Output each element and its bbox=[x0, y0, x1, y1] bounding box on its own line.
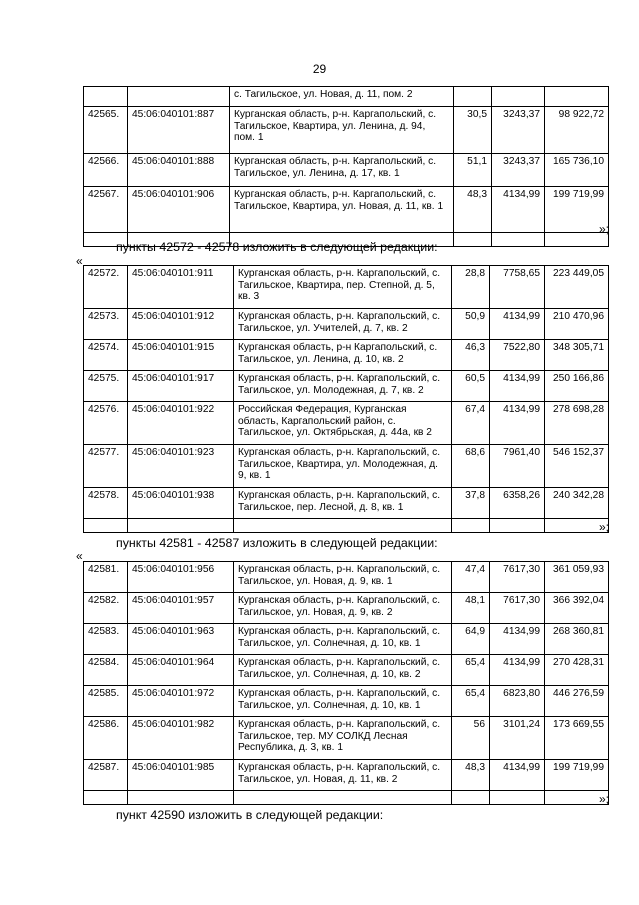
row-number-cell: 42575. bbox=[84, 371, 128, 402]
table-row bbox=[84, 445, 609, 488]
table-row bbox=[84, 488, 609, 519]
row-number-cell: 42567. bbox=[84, 187, 128, 233]
area-cell: 50,9 bbox=[452, 309, 490, 340]
area-cell bbox=[454, 233, 492, 247]
total-value-cell: 250 166,86 bbox=[545, 371, 609, 402]
table-row bbox=[84, 187, 609, 233]
row-number-cell: 42576. bbox=[84, 402, 128, 445]
total-value-cell: 366 392,04 bbox=[545, 593, 609, 624]
row-number-cell bbox=[84, 87, 128, 107]
price-per-unit-cell: 3243,37 bbox=[492, 107, 545, 154]
area-cell: 65,4 bbox=[452, 686, 490, 717]
area-cell: 65,4 bbox=[452, 655, 490, 686]
price-per-unit-cell bbox=[490, 791, 545, 805]
area-cell bbox=[452, 519, 490, 533]
table-row bbox=[84, 402, 609, 445]
price-per-unit-cell: 4134,99 bbox=[490, 655, 545, 686]
address-cell: Курганская область, р-н. Каргапольский, с. Тагильское, Квартира, ул. Новая, д. 11, кв. 1 bbox=[230, 187, 454, 233]
total-value-cell: 98 922,72 bbox=[545, 107, 609, 154]
closing-quote-3: »; bbox=[599, 792, 610, 806]
price-per-unit-cell: 4134,99 bbox=[490, 309, 545, 340]
cadastral-number-cell: 45:06:040101:963 bbox=[128, 624, 234, 655]
cadastral-number-cell: 45:06:040101:957 bbox=[128, 593, 234, 624]
table-row bbox=[84, 309, 609, 340]
table-row bbox=[84, 760, 609, 791]
price-per-unit-cell bbox=[492, 233, 545, 247]
cadastral-number-cell: 45:06:040101:982 bbox=[128, 717, 234, 760]
row-number-cell: 42574. bbox=[84, 340, 128, 371]
price-per-unit-cell: 7617,30 bbox=[490, 593, 545, 624]
price-per-unit-cell: 4134,99 bbox=[490, 624, 545, 655]
price-per-unit-cell: 7758,65 bbox=[490, 266, 545, 309]
total-value-cell: 223 449,05 bbox=[545, 266, 609, 309]
area-cell: 68,6 bbox=[452, 445, 490, 488]
table-row bbox=[84, 266, 609, 309]
area-cell: 60,5 bbox=[452, 371, 490, 402]
table-row bbox=[84, 519, 609, 533]
area-cell: 47,4 bbox=[452, 562, 490, 593]
cadastral-number-cell: 45:06:040101:911 bbox=[128, 266, 234, 309]
area-cell: 28,8 bbox=[452, 266, 490, 309]
address-cell: Курганская область, р-н. Каргапольский, с. Тагильское, ул. Учителей, д. 7, кв. 2 bbox=[234, 309, 452, 340]
area-cell: 67,4 bbox=[452, 402, 490, 445]
opening-quote-2: « bbox=[76, 549, 83, 563]
price-per-unit-cell: 4134,99 bbox=[490, 760, 545, 791]
closing-quote-2: »; bbox=[599, 520, 610, 534]
row-number-cell: 42565. bbox=[84, 107, 128, 154]
total-value-cell: 240 342,28 bbox=[545, 488, 609, 519]
total-value-cell: 199 719,99 bbox=[545, 187, 609, 233]
area-cell: 56 bbox=[452, 717, 490, 760]
total-value-cell: 173 669,55 bbox=[545, 717, 609, 760]
row-number-cell: 42573. bbox=[84, 309, 128, 340]
total-value-cell: 199 719,99 bbox=[545, 760, 609, 791]
closing-quote-1: »; bbox=[599, 222, 610, 236]
address-cell: Курганская область, р-н. Каргапольский, с. Тагильское, ул. Новая, д. 9, кв. 1 bbox=[234, 562, 452, 593]
area-cell: 37,8 bbox=[452, 488, 490, 519]
area-cell: 48,1 bbox=[452, 593, 490, 624]
address-cell: Российская Федерация, Курганская область, Каргапольский район, с. Тагильское, ул. Октябрьская, д. 44а, кв 2 bbox=[234, 402, 452, 445]
address-cell bbox=[234, 791, 452, 805]
price-per-unit-cell: 4134,99 bbox=[492, 187, 545, 233]
area-cell bbox=[452, 791, 490, 805]
amendment-paragraph-1: пункты 42572 - 42578 изложить в следующей редакции: bbox=[116, 240, 438, 254]
table-row bbox=[84, 686, 609, 717]
cadastral-number-cell: 45:06:040101:985 bbox=[128, 760, 234, 791]
row-number-cell: 42581. bbox=[84, 562, 128, 593]
address-cell: Курганская область, р-н. Каргапольский, с. Тагильское, ул. Ленина, д. 17, кв. 1 bbox=[230, 154, 454, 187]
total-value-cell: 210 470,96 bbox=[545, 309, 609, 340]
area-cell: 64,9 bbox=[452, 624, 490, 655]
cadastral-number-cell: 45:06:040101:922 bbox=[128, 402, 234, 445]
cadastral-number-cell: 45:06:040101:917 bbox=[128, 371, 234, 402]
table-row bbox=[84, 593, 609, 624]
table-row bbox=[84, 154, 609, 187]
total-value-cell: 446 276,59 bbox=[545, 686, 609, 717]
cadastral-number-cell: 45:06:040101:972 bbox=[128, 686, 234, 717]
table-row bbox=[84, 717, 609, 760]
cadastral-number-cell bbox=[128, 519, 234, 533]
table-row bbox=[84, 562, 609, 593]
row-number-cell: 42585. bbox=[84, 686, 128, 717]
row-number-cell: 42587. bbox=[84, 760, 128, 791]
table-row bbox=[84, 107, 609, 154]
row-number-cell bbox=[84, 519, 128, 533]
address-cell: Курганская область, р-н Каргапольский, с. Тагильское, ул. Ленина, д. 10, кв. 2 bbox=[234, 340, 452, 371]
table-row bbox=[84, 87, 609, 107]
register-table-1 bbox=[83, 86, 609, 247]
address-cell: Курганская область, р-н. Каргапольский, с. Тагильское, Квартира, ул. Ленина, д. 94, пом. 1 bbox=[230, 107, 454, 154]
row-number-cell: 42566. bbox=[84, 154, 128, 187]
price-per-unit-cell: 4134,99 bbox=[490, 402, 545, 445]
cadastral-number-cell: 45:06:040101:906 bbox=[128, 187, 230, 233]
total-value-cell: 270 428,31 bbox=[545, 655, 609, 686]
amendment-paragraph-2: пункты 42581 - 42587 изложить в следующей редакции: bbox=[116, 536, 438, 550]
row-number-cell: 42584. bbox=[84, 655, 128, 686]
address-cell: Курганская область, р-н. Каргапольский, с. Тагильское, пер. Лесной, д. 8, кв. 1 bbox=[234, 488, 452, 519]
total-value-cell: 278 698,28 bbox=[545, 402, 609, 445]
price-per-unit-cell: 6358,26 bbox=[490, 488, 545, 519]
amendment-paragraph-3: пункт 42590 изложить в следующей редакции: bbox=[116, 808, 384, 822]
register-table-2 bbox=[83, 265, 609, 533]
table-row bbox=[84, 655, 609, 686]
cadastral-number-cell: 45:06:040101:938 bbox=[128, 488, 234, 519]
address-cell: Курганская область, р-н. Каргапольский, с. Тагильское, ул. Солнечная, д. 10, кв. 1 bbox=[234, 624, 452, 655]
area-cell: 48,3 bbox=[454, 187, 492, 233]
total-value-cell: 348 305,71 bbox=[545, 340, 609, 371]
address-cell: Курганская область, р-н. Каргапольский, с. Тагильское, ул. Солнечная, д. 10, кв. 1 bbox=[234, 686, 452, 717]
table-row bbox=[84, 624, 609, 655]
total-value-cell: 165 736,10 bbox=[545, 154, 609, 187]
price-per-unit-cell bbox=[492, 87, 545, 107]
address-cell: с. Тагильское, ул. Новая, д. 11, пом. 2 bbox=[230, 87, 454, 107]
area-cell: 48,3 bbox=[452, 760, 490, 791]
row-number-cell: 42582. bbox=[84, 593, 128, 624]
table-row bbox=[84, 791, 609, 805]
total-value-cell: 546 152,37 bbox=[545, 445, 609, 488]
price-per-unit-cell: 3243,37 bbox=[492, 154, 545, 187]
area-cell bbox=[454, 87, 492, 107]
address-cell: Курганская область, р-н. Каргапольский, с. Тагильское, ул. Молодежная, д. 7, кв. 2 bbox=[234, 371, 452, 402]
price-per-unit-cell: 4134,99 bbox=[490, 371, 545, 402]
row-number-cell: 42586. bbox=[84, 717, 128, 760]
price-per-unit-cell: 7961,40 bbox=[490, 445, 545, 488]
price-per-unit-cell: 3101,24 bbox=[490, 717, 545, 760]
address-cell: Курганская область, р-н. Каргапольский, с. Тагильское, ул. Новая, д. 11, кв. 2 bbox=[234, 760, 452, 791]
row-number-cell: 42578. bbox=[84, 488, 128, 519]
cadastral-number-cell: 45:06:040101:912 bbox=[128, 309, 234, 340]
total-value-cell: 361 059,93 bbox=[545, 562, 609, 593]
opening-quote-1: « bbox=[76, 254, 83, 268]
cadastral-number-cell bbox=[128, 87, 230, 107]
area-cell: 30,5 bbox=[454, 107, 492, 154]
price-per-unit-cell: 7617,30 bbox=[490, 562, 545, 593]
cadastral-number-cell: 45:06:040101:915 bbox=[128, 340, 234, 371]
area-cell: 51,1 bbox=[454, 154, 492, 187]
row-number-cell bbox=[84, 791, 128, 805]
price-per-unit-cell: 6823,80 bbox=[490, 686, 545, 717]
row-number-cell: 42572. bbox=[84, 266, 128, 309]
page-number: 29 bbox=[312, 62, 327, 76]
table-row bbox=[84, 340, 609, 371]
cadastral-number-cell: 45:06:040101:888 bbox=[128, 154, 230, 187]
address-cell bbox=[234, 519, 452, 533]
cadastral-number-cell: 45:06:040101:923 bbox=[128, 445, 234, 488]
price-per-unit-cell bbox=[490, 519, 545, 533]
register-table-3 bbox=[83, 561, 609, 805]
address-cell: Курганская область, р-н. Каргапольский, с. Тагильское, тер. МУ СОЛКД Лесная Республика, д. 3, кв. 1 bbox=[234, 717, 452, 760]
cadastral-number-cell: 45:06:040101:887 bbox=[128, 107, 230, 154]
address-cell: Курганская область, р-н. Каргапольский, с. Тагильское, ул. Солнечная, д. 10, кв. 2 bbox=[234, 655, 452, 686]
cadastral-number-cell: 45:06:040101:964 bbox=[128, 655, 234, 686]
table-row bbox=[84, 371, 609, 402]
address-cell: Курганская область, р-н. Каргапольский, с. Тагильское, Квартира, ул. Молодежная, д. 9, кв. 1 bbox=[234, 445, 452, 488]
total-value-cell bbox=[545, 87, 609, 107]
address-cell: Курганская область, р-н. Каргапольский, с. Тагильское, ул. Новая, д. 9, кв. 2 bbox=[234, 593, 452, 624]
price-per-unit-cell: 7522,80 bbox=[490, 340, 545, 371]
total-value-cell: 268 360,81 bbox=[545, 624, 609, 655]
area-cell: 46,3 bbox=[452, 340, 490, 371]
cadastral-number-cell: 45:06:040101:956 bbox=[128, 562, 234, 593]
cadastral-number-cell bbox=[128, 791, 234, 805]
address-cell: Курганская область, р-н. Каргапольский, с. Тагильское, Квартира, пер. Степной, д. 5, кв. 3 bbox=[234, 266, 452, 309]
row-number-cell: 42577. bbox=[84, 445, 128, 488]
row-number-cell: 42583. bbox=[84, 624, 128, 655]
